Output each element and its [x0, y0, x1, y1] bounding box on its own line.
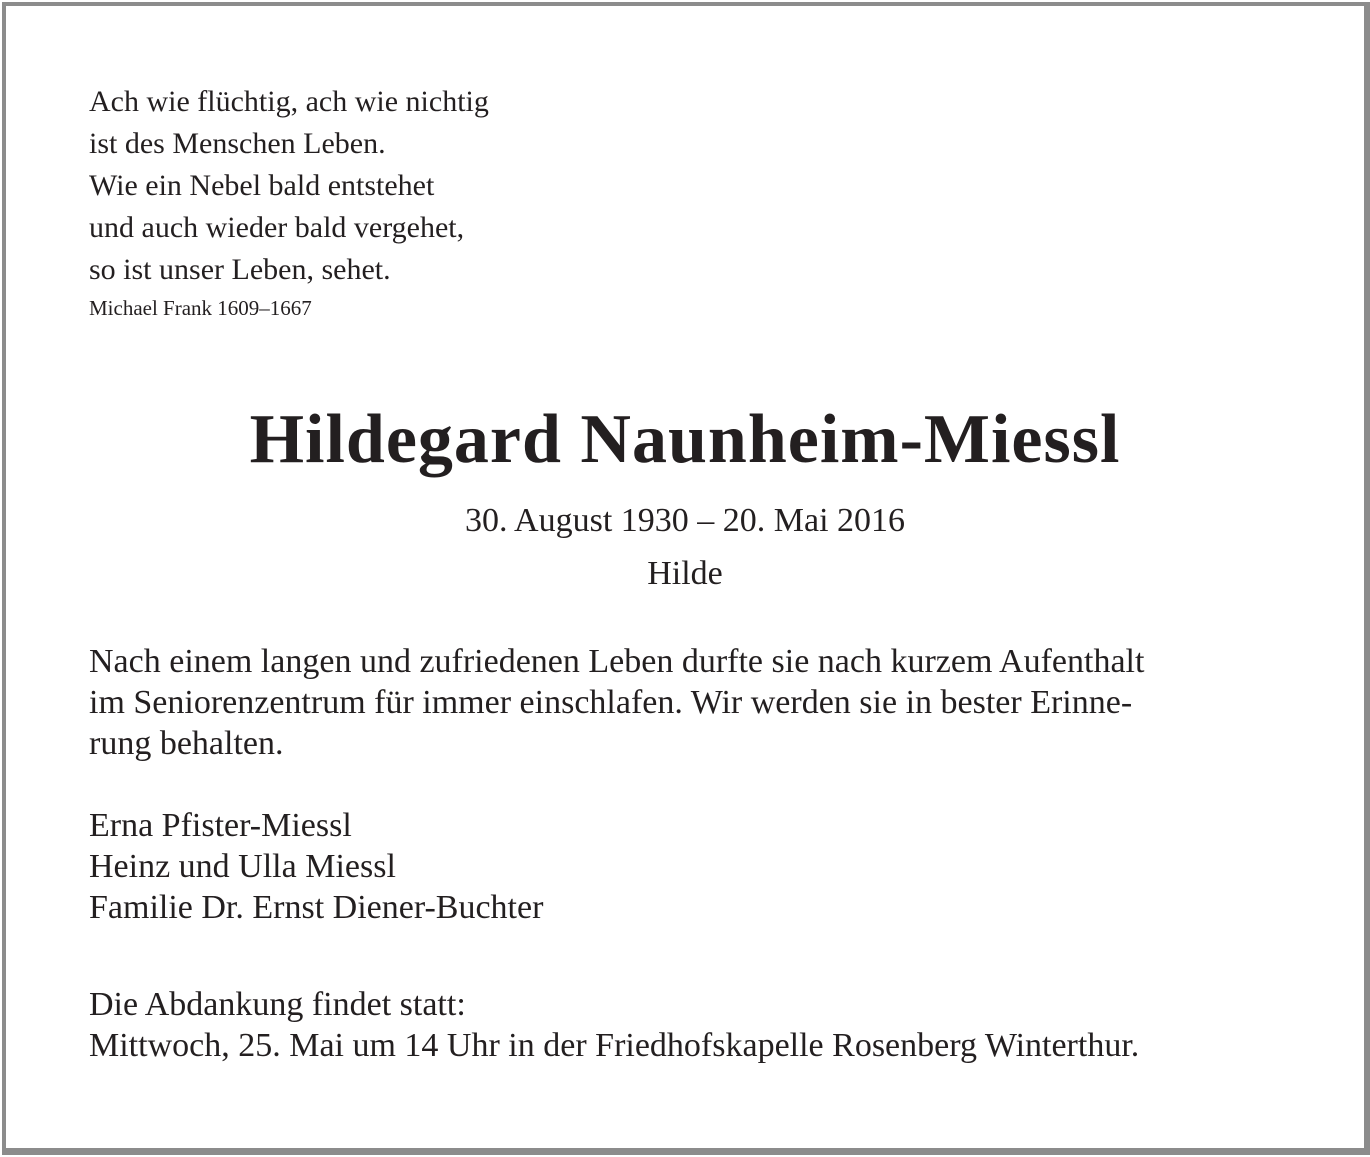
- poem-line: Ach wie flüchtig, ach wie nichtig: [89, 85, 489, 118]
- deceased-name: Hildegard Naunheim-Miessl: [249, 401, 1121, 478]
- mourner-name: Familie Dr. Ernst Diener-Buchter: [89, 889, 544, 926]
- message-line: Nach einem langen und zufriedenen Leben durfte sie nach kurzem Aufenthalt: [89, 643, 1145, 680]
- message-line: rung behalten.: [89, 725, 284, 762]
- mourner-name: Erna Pfister-Miessl: [89, 807, 352, 844]
- poem-line: ist des Menschen Leben.: [89, 127, 386, 160]
- ceremony-details: Mittwoch, 25. Mai um 14 Uhr in der Friedhofskapelle Rosenberg Winterthur.: [89, 1027, 1140, 1064]
- mourner-name: Heinz und Ulla Miessl: [89, 848, 396, 885]
- nickname: Hilde: [647, 555, 723, 592]
- ceremony-info: [89, 984, 1139, 1066]
- life-dates: 30. August 1930 – 20. Mai 2016: [464, 502, 906, 539]
- poem-line: so ist unser Leben, sehet.: [89, 253, 391, 286]
- poem-line: Wie ein Nebel bald entstehet: [89, 169, 435, 202]
- poem: [89, 81, 489, 291]
- poem-line: und auch wieder bald vergehet,: [89, 211, 465, 244]
- obituary-message: [89, 641, 1144, 764]
- ceremony-intro: Die Abdankung findet statt:: [89, 986, 466, 1023]
- message-line: im Seniorenzentrum für immer einschlafen. Wir werden sie in bester Erinne-: [89, 684, 1133, 721]
- poem-author: Michael Frank 1609–1667: [89, 296, 312, 320]
- mourners-list: [89, 805, 543, 928]
